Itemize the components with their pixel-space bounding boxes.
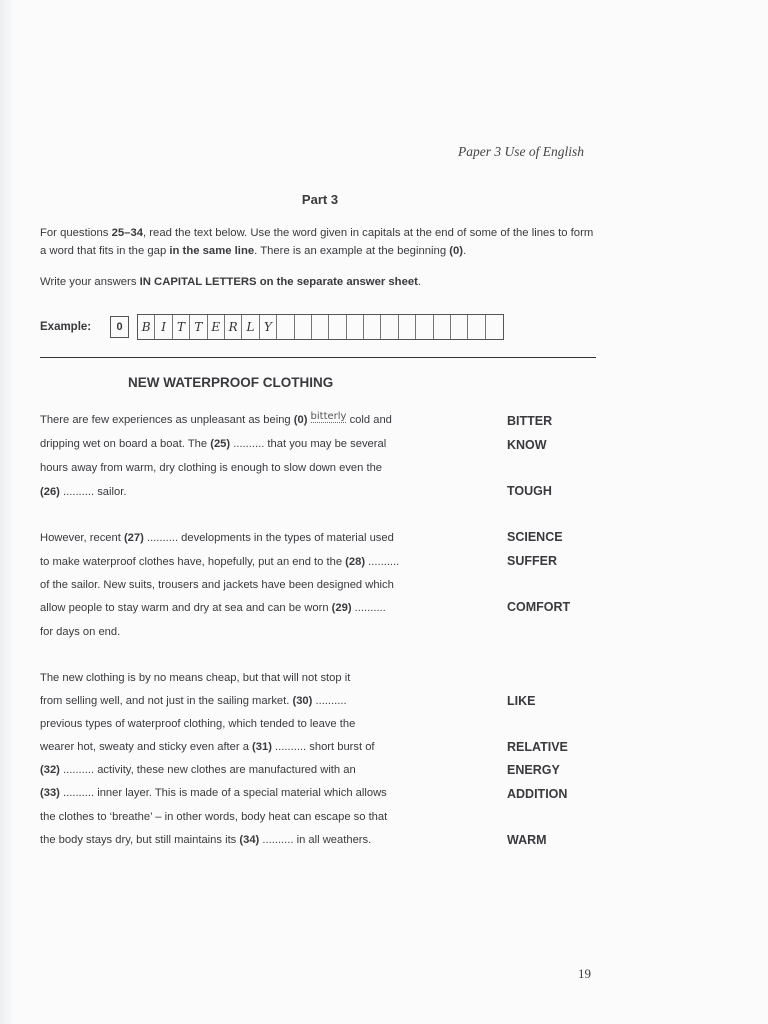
keyword: WARM: [507, 833, 547, 847]
answer-cell: [295, 315, 312, 339]
line-text: previous types of waterproof clothing, which tended to leave the: [40, 718, 356, 730]
gap-number: (25): [210, 438, 231, 450]
answer-cell: T: [173, 315, 190, 339]
line-text: dripping wet on board a boat. The: [40, 438, 211, 450]
passage-line: [40, 672, 350, 684]
answer-cell: L: [242, 315, 259, 339]
line-text: from selling well, and not just in the sailing market.: [40, 695, 293, 707]
gap-number: (32): [40, 764, 60, 776]
write-text: .: [417, 276, 422, 288]
keyword: BITTER: [507, 414, 553, 428]
line-text: The new clothing is by no means cheap, but that will not stop it: [40, 672, 351, 684]
gap-number: (27): [123, 532, 144, 544]
answer-cell: [486, 315, 503, 339]
line-text: of the sailor. New suits, trousers and jackets have been designed which: [40, 579, 394, 591]
passage-line: [40, 764, 356, 776]
line-text: .......... sailor.: [59, 486, 127, 498]
line-text: ..........: [312, 695, 347, 707]
line-text: .......... in all weathers.: [259, 834, 372, 846]
answer-cells: [137, 314, 504, 340]
line-text: the clothes to ‘breathe’ – in other words, body heat can escape so that: [40, 811, 388, 823]
passage-line: [40, 834, 371, 846]
page-edge-shadow: [0, 0, 14, 1024]
example-number-box: 0: [110, 316, 129, 338]
line-text: .......... short burst of: [271, 741, 375, 753]
passage-line: [40, 695, 347, 707]
line-text: ..........: [351, 602, 386, 614]
instructions: [40, 224, 600, 260]
write-instructions: [40, 276, 421, 288]
line-text: the body stays dry, but still maintains its: [40, 834, 240, 846]
passage-line: [40, 579, 394, 591]
example-row: [40, 314, 504, 340]
gap-number: (30): [292, 695, 313, 707]
line-text: .......... inner layer. This is made of a special material which allows: [59, 787, 387, 799]
answer-cell: I: [155, 315, 172, 339]
write-text: Write your answers: [40, 276, 140, 288]
line-text: .......... developments in the types of material used: [143, 532, 394, 544]
example-label: Example:: [40, 321, 92, 333]
keyword: SUFFER: [507, 554, 557, 568]
answer-cell: E: [208, 315, 225, 339]
answer-cell: [416, 315, 433, 339]
answer-cell: [468, 315, 485, 339]
paper-header: Paper 3 Use of English: [458, 144, 584, 159]
passage-line: [40, 411, 392, 426]
line-text: However, recent: [40, 532, 124, 544]
keyword: SCIENCE: [507, 530, 563, 544]
line-text: hours away from warm, dry clothing is enough to slow down even the: [40, 462, 383, 474]
page-number: 19: [578, 966, 591, 981]
answer-cell: [434, 315, 451, 339]
passage-line: [40, 787, 387, 799]
answer-cell: [277, 315, 294, 339]
answer-cell: [347, 315, 364, 339]
line-text: allow people to stay warm and dry at sea and can be worn: [40, 602, 332, 614]
passage-line: [40, 626, 120, 638]
answer-cell: [451, 315, 468, 339]
line-text: to make waterproof clothes have, hopefully, put an end to the: [40, 556, 346, 568]
gap-number: (34): [239, 834, 260, 846]
line-text: .......... that you may be several: [230, 438, 387, 450]
answer-cell: [329, 315, 346, 339]
instr-bold: in the same line: [169, 245, 255, 257]
answer-cell: [399, 315, 416, 339]
instr-text: For questions: [40, 227, 112, 239]
answer-cell: [381, 315, 398, 339]
line-text: .......... activity, these new clothes are manufactured with an: [59, 764, 356, 776]
gap-number: (28): [345, 556, 366, 568]
gap-number: (31): [252, 741, 272, 753]
keyword: KNOW: [507, 438, 547, 452]
instr-bold: (0): [449, 245, 464, 257]
line-text: wearer hot, sweaty and sticky even after a: [40, 741, 253, 753]
keyword: LIKE: [507, 694, 536, 708]
text-title: NEW WATERPROOF CLOTHING: [128, 375, 334, 390]
gap-number: (33): [40, 787, 60, 799]
line-text: There are few experiences as unpleasant as being: [40, 414, 294, 426]
gap-number: (29): [331, 602, 352, 614]
write-bold: IN CAPITAL LETTERS on the separate answer sheet: [139, 276, 418, 288]
answer-cell: B: [138, 315, 155, 339]
keyword: ADDITION: [507, 787, 568, 801]
handwritten-answer: bitterly: [310, 411, 347, 422]
instr-text: . There is an example at the beginning: [254, 245, 450, 257]
passage-line: [40, 486, 126, 498]
instr-text: , read the text below. Use the word given in capitals at the end of some of the lines to form a word that fits in the gap: [40, 227, 594, 257]
line-text: ..........: [365, 556, 400, 568]
keyword: RELATIVE: [507, 740, 568, 754]
keyword: ENERGY: [507, 763, 560, 777]
answer-cell: [364, 315, 381, 339]
line-text: for days on end.: [40, 626, 121, 638]
keyword: COMFORT: [507, 600, 571, 614]
passage-line: [40, 462, 382, 474]
passage-line: [40, 741, 375, 753]
passage-line: [40, 602, 386, 614]
answer-cell: Y: [260, 315, 277, 339]
instr-bold: 25–34: [111, 227, 144, 239]
passage-line: [40, 556, 399, 568]
part-title: Part 3: [301, 192, 339, 207]
passage-line: [40, 532, 394, 544]
answer-cell: [312, 315, 329, 339]
passage-line: [40, 438, 386, 450]
divider: [40, 357, 596, 358]
gap-number: (0): [293, 414, 308, 426]
answer-cell: T: [190, 315, 207, 339]
passage-line: [40, 811, 387, 823]
gap-number: (26): [40, 486, 60, 498]
keyword: TOUGH: [507, 484, 552, 498]
instr-text: .: [463, 245, 467, 257]
passage-line: [40, 718, 355, 730]
answer-cell: R: [225, 315, 242, 339]
line-text: cold and: [346, 414, 392, 426]
